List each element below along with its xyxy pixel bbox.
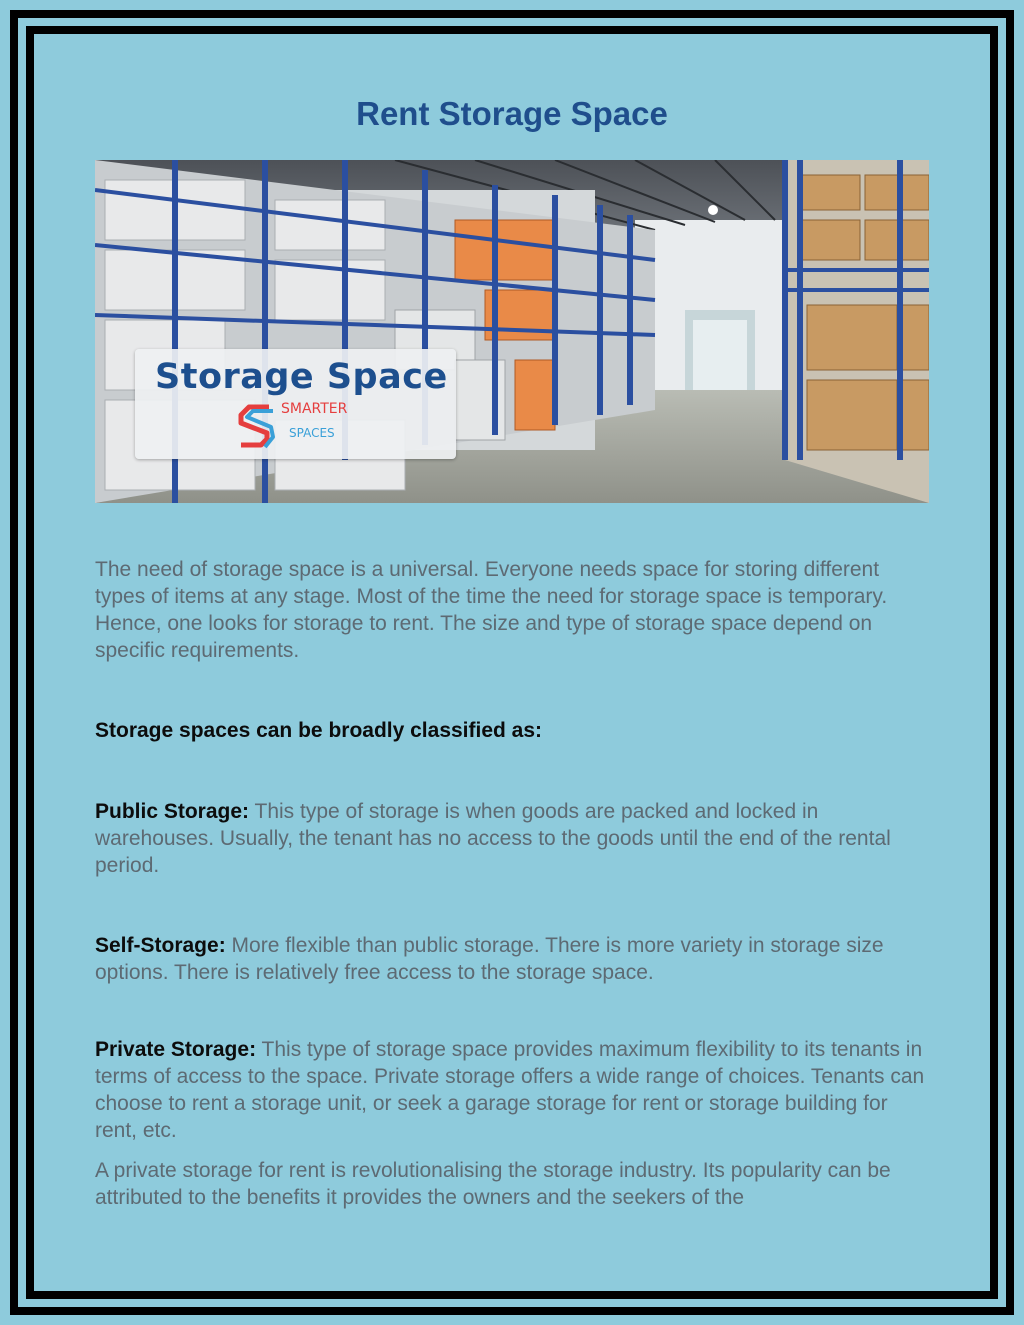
page-title: Rent Storage Space <box>356 95 668 132</box>
private-storage-label: Private Storage: <box>95 1038 257 1061</box>
self-storage-label: Self-Storage: <box>95 934 226 957</box>
logo-text-spaces: SPACES <box>289 426 335 440</box>
public-storage-label: Public Storage: <box>95 800 250 823</box>
classification-heading: Storage spaces can be broadly classified as: <box>95 719 543 742</box>
private-storage-paragraph <box>95 1036 935 1144</box>
hero-image <box>95 160 929 503</box>
public-storage-paragraph <box>95 798 935 879</box>
logo-text-smarter: SMARTER <box>281 401 348 417</box>
private-storage-text: This type of storage space provides maximum flexibility to its tenants in terms of access to the space. Private storage offers a wide range of choices. Tenants can choose to rent a storage unit, or seek a garage storage for rent or storage building for rent, etc. <box>95 1038 925 1142</box>
smarter-spaces-logo-icon <box>235 401 279 451</box>
storage-space-banner <box>135 349 456 459</box>
banner-title: Storage Space <box>155 357 448 397</box>
closing-paragraph: A private storage for rent is revolutionalising the storage industry. Its popularity can be attributed to the benefits it provides the owners and the seekers of the <box>95 1159 891 1209</box>
public-storage-text: This type of storage is when goods are packed and locked in warehouses. Usually, the tenant has no access to the goods until the end of the rental period. <box>95 800 891 877</box>
self-storage-text: More flexible than public storage. There is more variety in storage size options. There is relatively free access to the storage space. <box>95 934 884 984</box>
intro-paragraph: The need of storage space is a universal. Everyone needs space for storing different types of items at any stage. Most of the time the need for storage space is temporary. Hence, one looks for storage to rent. The size and type of storage space depend on specific requirements. <box>95 558 888 662</box>
self-storage-paragraph <box>95 932 935 986</box>
